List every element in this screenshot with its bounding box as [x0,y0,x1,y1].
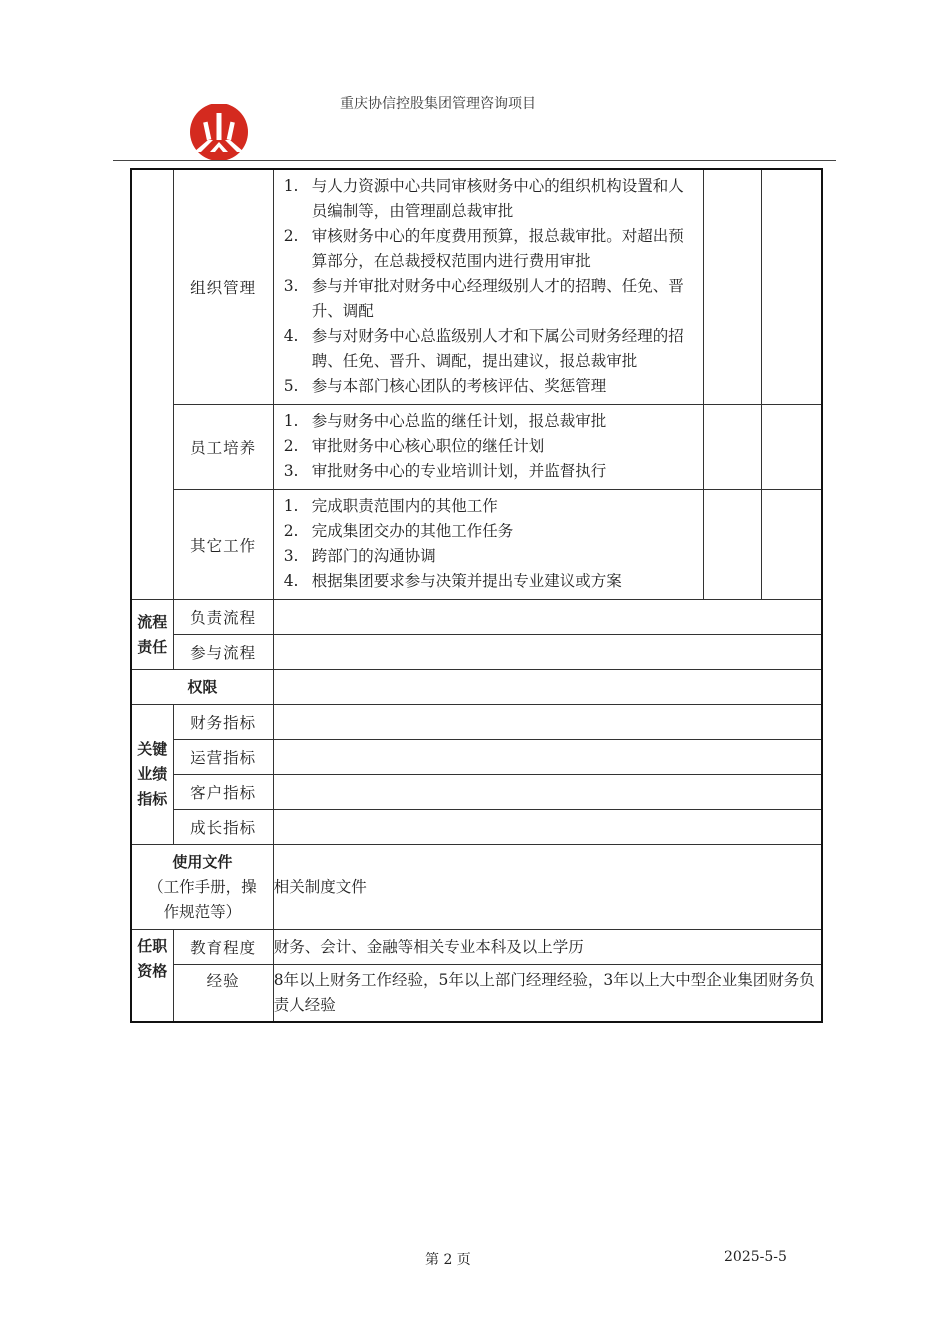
duty-category-cell [131,169,173,600]
list-item: 2. 完成集团交办的其他工作任务 [283,522,514,540]
duty-row-other [131,490,822,600]
process-category: 流程 责任 [131,600,173,670]
kpi-value [273,705,822,740]
header-rule [113,160,836,161]
process-value [273,600,822,635]
authority-row [131,670,822,705]
list-item: 1. 与人力资源中心共同审核财务中心的组织机构设置和人员编制等，由管理副总裁审批 [283,177,684,220]
duty-label: 组织管理 [173,169,273,405]
kpi-row [131,775,822,810]
education-value: 财务、会计、金融等相关专业本科及以上学历 [273,930,822,965]
duty-items-cell [273,405,704,490]
kpi-category: 关键 业绩 指标 [131,705,173,845]
footer-page-number: 第 2 页 [425,1252,471,1268]
kpi-row [131,740,822,775]
documents-row [131,845,822,930]
authority-label: 权限 [131,670,273,705]
job-description-table [130,168,823,1023]
kpi-label: 财务指标 [173,705,273,740]
process-label: 参与流程 [173,635,273,670]
documents-value: 相关制度文件 [273,845,822,930]
duty-items-cell [273,490,704,600]
list-item: 3. 跨部门的沟通协调 [283,547,436,565]
list-item: 3. 审批财务中心的专业培训计划，并监督执行 [283,462,607,480]
kpi-label: 运营指标 [173,740,273,775]
authority-value [273,670,822,705]
kpi-label: 客户指标 [173,775,273,810]
list-item: 5. 参与本部门核心团队的考核评估、奖惩管理 [283,377,607,395]
duty-items-cell [273,169,704,405]
empty-cell [762,169,822,405]
duty-list [274,405,704,489]
documents-label: 使用文件 （工作手册，操 作规范等） [131,845,273,930]
qualification-row [131,965,822,1022]
duty-label: 员工培养 [173,405,273,490]
list-item: 1. 参与财务中心总监的继任计划，报总裁审批 [283,412,607,430]
list-item: 3. 参与并审批对财务中心经理级别人才的招聘、任免、晋升、调配 [283,277,684,320]
kpi-label: 成长指标 [173,810,273,845]
education-label: 教育程度 [173,930,273,965]
experience-value: 8年以上财务工作经验，5年以上部门经理经验，3年以上大中型企业集团财务负责人经验 [273,965,822,1022]
list-item: 2. 审批财务中心核心职位的继任计划 [283,437,545,455]
footer-date: 2025-5-5 [724,1249,787,1265]
kpi-value [273,810,822,845]
kpi-row [131,705,822,740]
header-title: 重庆协信控股集团管理咨询项目 [340,96,536,112]
empty-cell [762,405,822,490]
company-logo [188,104,250,162]
empty-cell [704,490,762,600]
list-item: 4. 根据集团要求参与决策并提出专业建议或方案 [283,572,622,590]
duty-list [274,490,704,599]
kpi-row [131,810,822,845]
kpi-value [273,775,822,810]
process-value [273,635,822,670]
list-item: 1. 完成职责范围内的其他工作 [283,497,498,515]
duty-label: 其它工作 [173,490,273,600]
duty-row-org [131,169,822,405]
duty-list [274,170,704,404]
process-row [131,600,822,635]
empty-cell [704,169,762,405]
duty-row-training [131,405,822,490]
list-item: 2. 审核财务中心的年度费用预算，报总裁审批。对超出预算部分，在总裁授权范围内进行费用审批 [283,227,684,270]
empty-cell [762,490,822,600]
process-label: 负责流程 [173,600,273,635]
experience-label: 经验 [173,965,273,1022]
empty-cell [704,405,762,490]
qualification-category: 任职 资格 [131,930,173,1022]
process-row [131,635,822,670]
list-item: 4. 参与对财务中心总监级别人才和下属公司财务经理的招聘、任免、晋升、调配，提出建议，报总裁审批 [283,327,684,370]
kpi-value [273,740,822,775]
qualification-row [131,930,822,965]
